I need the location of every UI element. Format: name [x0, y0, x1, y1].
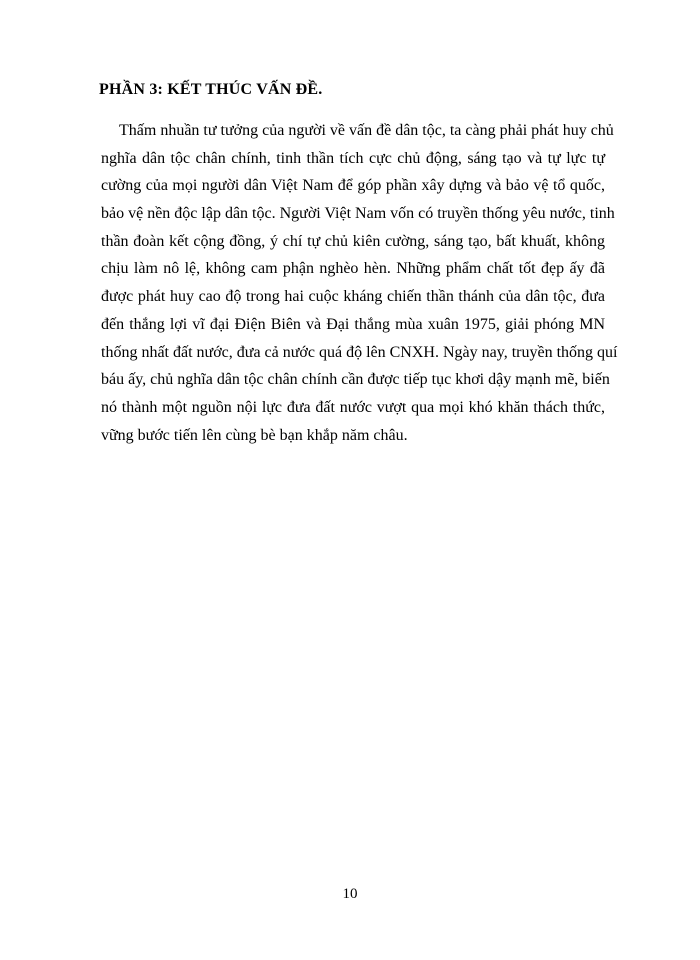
paragraph-line: báu ấy, chủ nghĩa dân tộc chân chính cần được tiếp tục khơi dậy mạnh mẽ, biến	[101, 371, 610, 389]
paragraph-line: cường của mọi người dân Việt Nam để góp phần xây dựng và bảo vệ tổ quốc,	[101, 177, 605, 195]
paragraph-line: đến thắng lợi vĩ đại Điện Biên và Đại thắng mùa xuân 1975, giải phóng MN	[101, 315, 605, 333]
paragraph-line: bảo vệ nền độc lập dân tộc. Người Việt Nam vốn có truyền thống yêu nước, tinh	[101, 205, 615, 223]
paragraph-line: nó thành một nguồn nội lực đưa đất nước vượt qua mọi khó khăn thách thức,	[101, 398, 605, 416]
body-paragraph	[101, 117, 618, 449]
paragraph-line: nghĩa dân tộc chân chính, tinh thần tích cực chủ động, sáng tạo và tự lực tự	[101, 149, 605, 167]
paragraph-line: được phát huy cao độ trong hai cuộc kháng chiến thần thánh của dân tộc, đưa	[101, 288, 605, 306]
paragraph-line: thống nhất đất nước, đưa cả nước quá độ lên CNXH. Ngày nay, truyền thống quí	[101, 343, 618, 361]
section-heading: PHẦN 3: KẾT THÚC VẤN ĐỀ.	[99, 81, 323, 98]
paragraph-line: vững bước tiến lên cùng bè bạn khắp năm châu.	[101, 426, 408, 444]
paragraph-line: chịu làm nô lệ, không cam phận nghèo hèn. Những phẩm chất tốt đẹp ấy đã	[101, 260, 605, 278]
page-number: 10	[342, 886, 358, 902]
paragraph-line: thần đoàn kết cộng đồng, ý chí tự chủ kiên cường, sáng tạo, bất khuất, không	[101, 232, 605, 250]
paragraph-line: Thấm nhuần tư tưởng của người về vấn đề dân tộc, ta càng phải phát huy chủ	[119, 122, 614, 139]
